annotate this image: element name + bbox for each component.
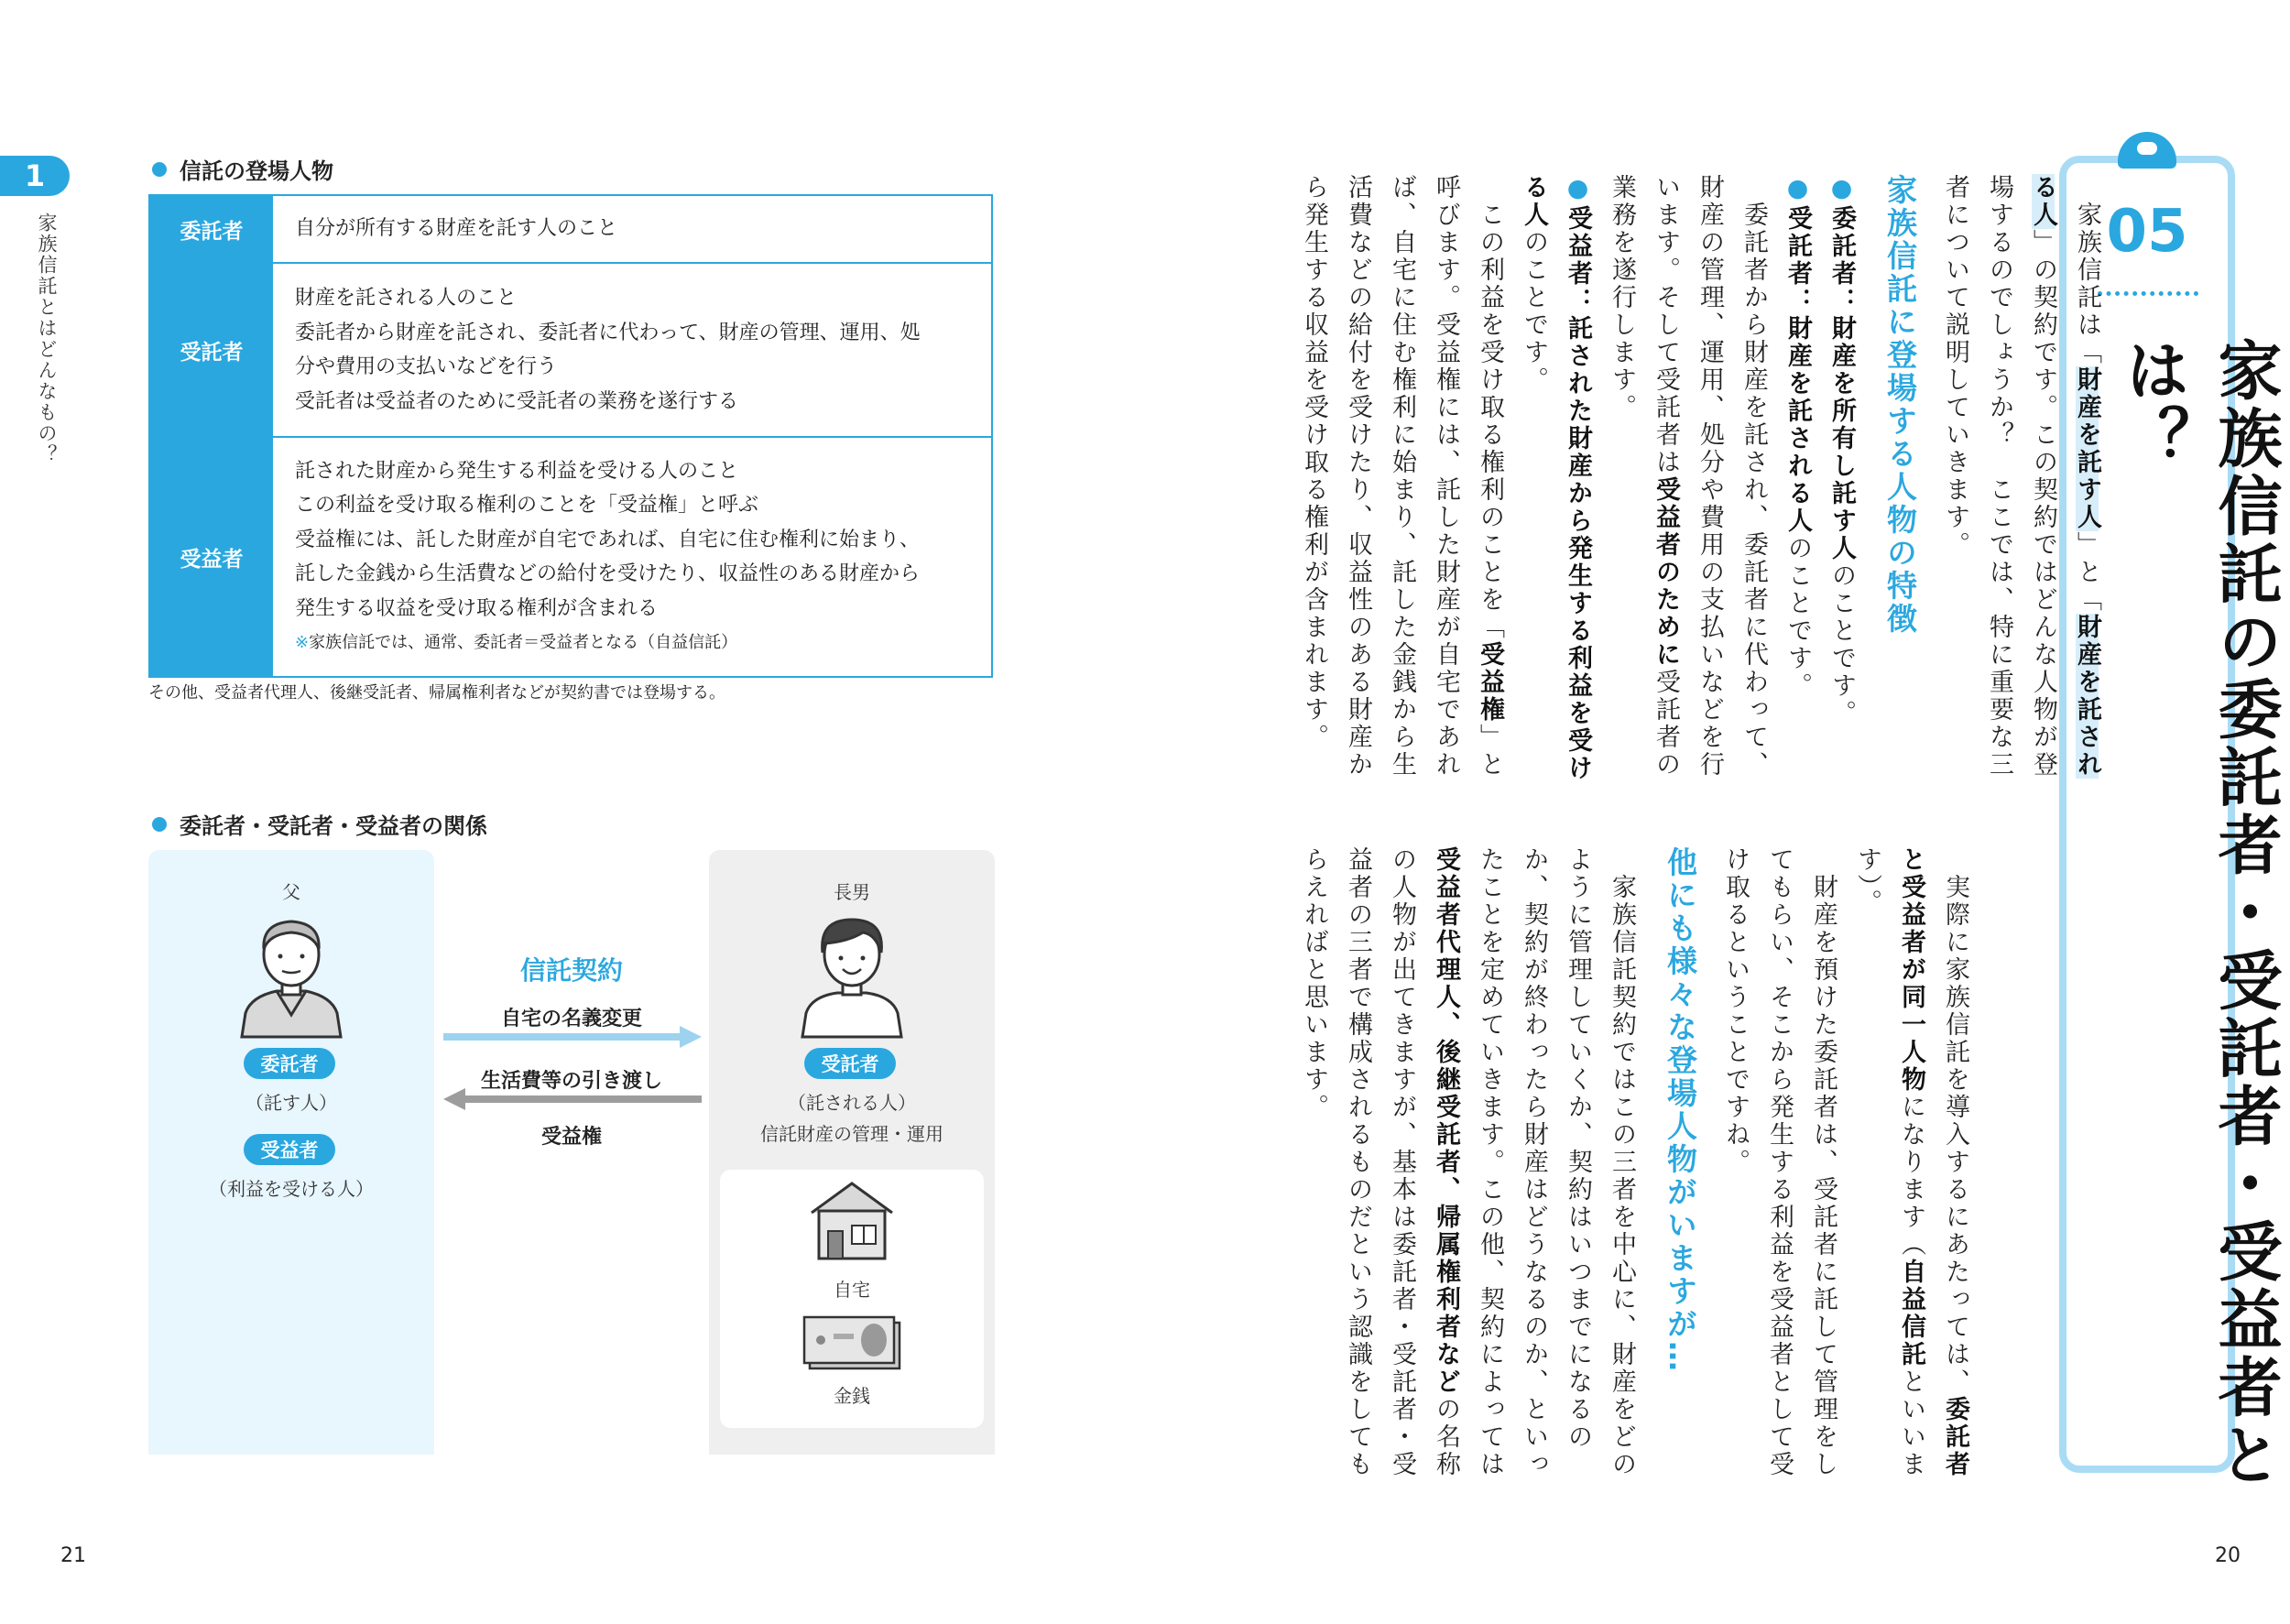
section-heading-participants: 信託の登場人物 [152, 153, 333, 185]
body-text-lower [1292, 846, 1977, 1488]
title-transfer-label: 自宅の名義変更 [500, 1008, 642, 1030]
asset-money-label: 金銭 [834, 1385, 870, 1407]
bullet-settlor: ●委託者：財産を所有し託す人のことです。 [1827, 174, 1856, 727]
beneficiary-paragraph: この利益を受け取る権利のことを「受益権」と呼びます。受益権には、託した財産が自宅であれば、自宅に住む権利に始まり、託した金銭から生活費などの給付を受けたり、収益性のある財産から発生する収益を受け取る権利が含まれます。 [1300, 174, 1504, 779]
bullet-dot-icon [152, 817, 167, 832]
trustee-badge: 受託者 [804, 1048, 896, 1079]
intro-paragraph: 家族信託は「財産を託す人」と「財産を託される人」の契約です。この契約ではどんな人物が登場するのでしょうか？ ここでは、特に重要な三者について説明していきます。 [1941, 174, 2101, 779]
role-label: 委託者 [149, 195, 273, 263]
trustee-caption: （託される人） [788, 1092, 916, 1114]
table-note: ※家族信託では、通常、委託者＝受益者となる（自益信託） [295, 633, 738, 652]
bullet-beneficiary: ●受益者：託された財産から発生する利益を受ける人のことです。 [1520, 174, 1592, 782]
assets-paragraph: 財産を預けた委託者は、受託者に託して管理をしてもらい、そこから発生する利益を受益者として受け取るということですね。 [1721, 846, 1837, 1478]
same-person-paragraph: 実際に家族信託を導入するにあたっては、委託者と受益者が同一人物になります（自益信託といいます）。 [1853, 846, 1969, 1478]
section-heading-relationship: 委託者・受託者・受益者の関係 [152, 808, 487, 840]
asset-home-label: 自宅 [834, 1279, 870, 1301]
arrow-left-icon [443, 1088, 702, 1110]
living-expense-label: 生活費等の引き渡し [480, 1070, 662, 1093]
clip-hole [2137, 142, 2157, 155]
father-illustration-icon [236, 912, 346, 1039]
money-icon [801, 1313, 903, 1372]
section-number: 05 [2106, 198, 2188, 266]
beneficial-interest-label: 受益権 [540, 1126, 602, 1149]
page-number-left: 21 [60, 1544, 86, 1567]
role-description: 財産を託される人のこと 委託者から財産を託され、委託者に代わって、財産の管理、運用、処 分や費用の支払いなどを行う 受託者は受益者のために受託者の業務を遂行する [273, 263, 992, 437]
beneficiary-caption: （利益を受ける人） [209, 1178, 374, 1200]
role-label: 受託者 [149, 263, 273, 437]
trust-contract-label: 信託契約 [519, 955, 623, 986]
page-number-right: 20 [2215, 1544, 2241, 1567]
trustee-role-caption: 信託財産の管理・運用 [760, 1123, 943, 1145]
beneficiary-badge: 受益者 [244, 1134, 335, 1165]
table-row [149, 263, 992, 437]
table-row [149, 437, 992, 677]
settlor-badge: 委託者 [244, 1048, 335, 1079]
subheading-characters: 家族信託に登場する人物の特徴 [1882, 174, 1918, 636]
page-title: 家族信託の委託者・受託者・受益者とは？ [2115, 337, 2283, 1489]
roles-table [148, 194, 993, 678]
bullet-dot-icon [152, 162, 167, 177]
others-paragraph: 家族信託契約ではこの三者を中心に、財産をどのように管理していくか、契約はいつまでになるのか、契約が終わったら財産はどうなるのか、といったことを定めていきます。この他、契約によっては受益者代理人、後継受託者、帰属権利者などの名称の人物が出てきますが、基本は委託者・受託者・受益者の三者で構成されるものだという認識をしてもらえればと思います。 [1300, 846, 1636, 1478]
son-illustration-icon [797, 912, 907, 1039]
table-footnote: その他、受益者代理人、後継受託者、帰属権利者などが契約書では登場する。 [148, 683, 725, 703]
dotted-divider [2098, 291, 2198, 296]
role-label: 受益者 [149, 437, 273, 677]
chapter-number-tab: 1 [0, 156, 70, 196]
eldest-son-label: 長男 [834, 881, 870, 903]
table-row [149, 195, 992, 263]
role-description: 託された財産から発生する利益を受ける人のこと この利益を受け取る権利のことを「受益権」と呼ぶ 受益権には、託した財産が自宅であれば、自宅に住む権利に始まり、 託した金銭から生活費などの給付を受けたり、収益性のある財産から 発生する収益を受け取る権利が含まれる ※家族信託では、通常、委託者＝受益者となる（自益信託） [273, 437, 992, 677]
subheading-others: 他にも様々な登場人物がいますが… [1663, 846, 1698, 1374]
chapter-title: 家族信託とはどんなもの？ [36, 213, 58, 465]
settlor-caption: （託す人） [245, 1092, 337, 1114]
house-icon [808, 1180, 896, 1262]
arrow-right-icon [443, 1026, 702, 1048]
role-description: 自分が所有する財産を託す人のこと [295, 217, 618, 241]
body-text-upper [1292, 174, 2109, 797]
father-label: 父 [282, 881, 300, 903]
bullet-trustee: ●受託者：財産を託される人のことです。 [1783, 174, 1812, 700]
trustee-paragraph: 委託者から財産を託され、委託者に代わって、財産の管理、運用、処分や費用の支払いなどを行います。そして受託者は受益者のために受託者の業務を遂行します。 [1608, 174, 1768, 779]
